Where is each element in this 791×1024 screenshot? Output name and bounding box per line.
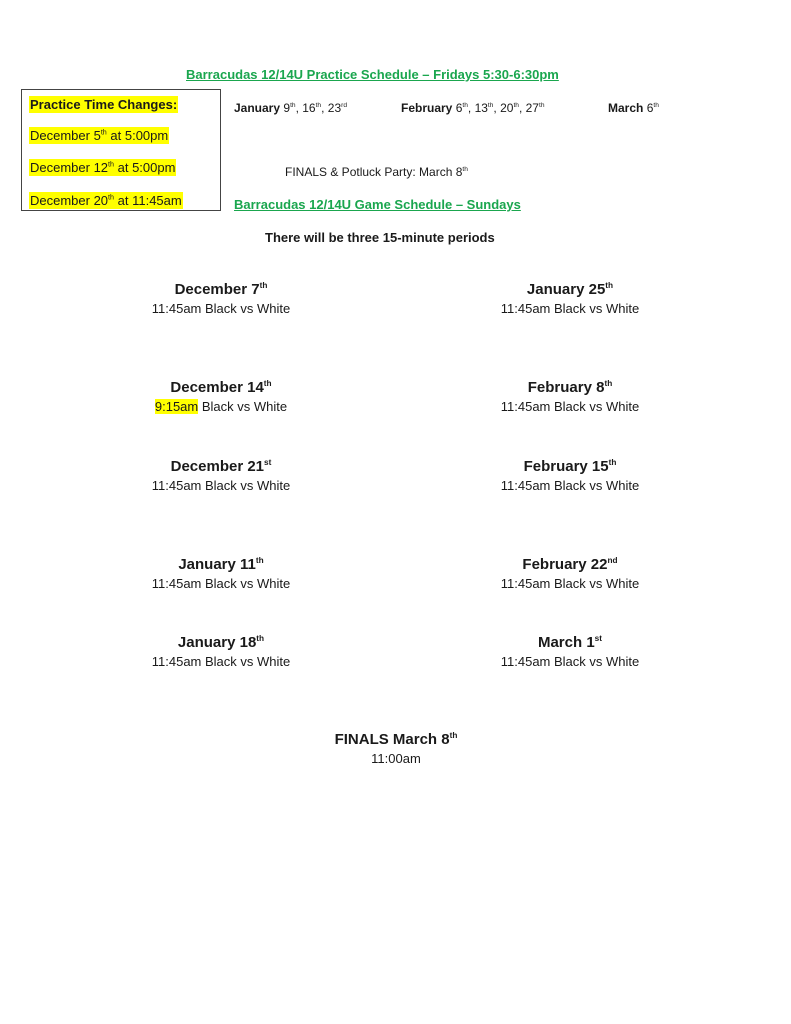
game-date: February 22nd <box>522 556 618 573</box>
time-change-item: December 20th at 11:45am <box>30 193 182 208</box>
game-entry <box>101 634 341 669</box>
game-time: 11:45am Black vs White <box>500 478 640 493</box>
practice-schedule-title: Barracudas 12/14U Practice Schedule – Fridays 5:30-6:30pm <box>186 67 559 82</box>
game-entry <box>101 458 341 493</box>
game-date: December 14th <box>170 379 272 396</box>
game-entry <box>450 281 690 316</box>
finals-party-note: FINALS & Potluck Party: March 8th <box>285 165 468 179</box>
time-change-item: December 12th at 5:00pm <box>30 160 176 175</box>
game-time: 11:45am Black vs White <box>151 654 291 669</box>
game-entry <box>101 281 341 316</box>
time-changes-heading: Practice Time Changes: <box>30 97 178 112</box>
game-date: January 25th <box>526 281 614 298</box>
game-date: December 7th <box>174 281 268 298</box>
practice-dates-january: January 9th, 16th, 23rd <box>234 101 347 115</box>
game-time: 11:45am Black vs White <box>500 399 640 414</box>
game-entry <box>450 379 690 414</box>
game-date: December 21st <box>170 458 272 475</box>
game-time: 11:45am Black vs White <box>151 576 291 591</box>
game-time: 11:45am Black vs White <box>151 478 291 493</box>
practice-dates-march: March 6th <box>608 101 659 115</box>
game-entry <box>450 634 690 669</box>
game-date: February 15th <box>523 458 617 475</box>
game-entry <box>450 556 690 591</box>
finals-time: 11:00am <box>371 751 421 766</box>
game-time: 11:45am Black vs White <box>500 576 640 591</box>
finals-date: FINALS March 8th <box>334 731 458 748</box>
game-time: 11:45am Black vs White <box>500 654 640 669</box>
game-time: 9:15am Black vs White <box>154 399 288 414</box>
game-date: January 11th <box>178 556 264 573</box>
game-time: 11:45am Black vs White <box>151 301 291 316</box>
game-entry <box>450 458 690 493</box>
game-date: February 8th <box>527 379 613 396</box>
periods-note: There will be three 15-minute periods <box>265 230 495 245</box>
game-schedule-title: Barracudas 12/14U Game Schedule – Sundays <box>234 197 521 212</box>
game-entry <box>101 379 341 414</box>
finals-entry <box>276 731 516 766</box>
highlighted-time: 9:15am <box>154 399 199 414</box>
game-date: January 18th <box>177 634 265 651</box>
game-date: March 1st <box>537 634 603 651</box>
time-change-item: December 5th at 5:00pm <box>30 128 169 143</box>
practice-dates-february: February 6th, 13th, 20th, 27th <box>401 101 545 115</box>
game-time: 11:45am Black vs White <box>500 301 640 316</box>
game-entry <box>101 556 341 591</box>
